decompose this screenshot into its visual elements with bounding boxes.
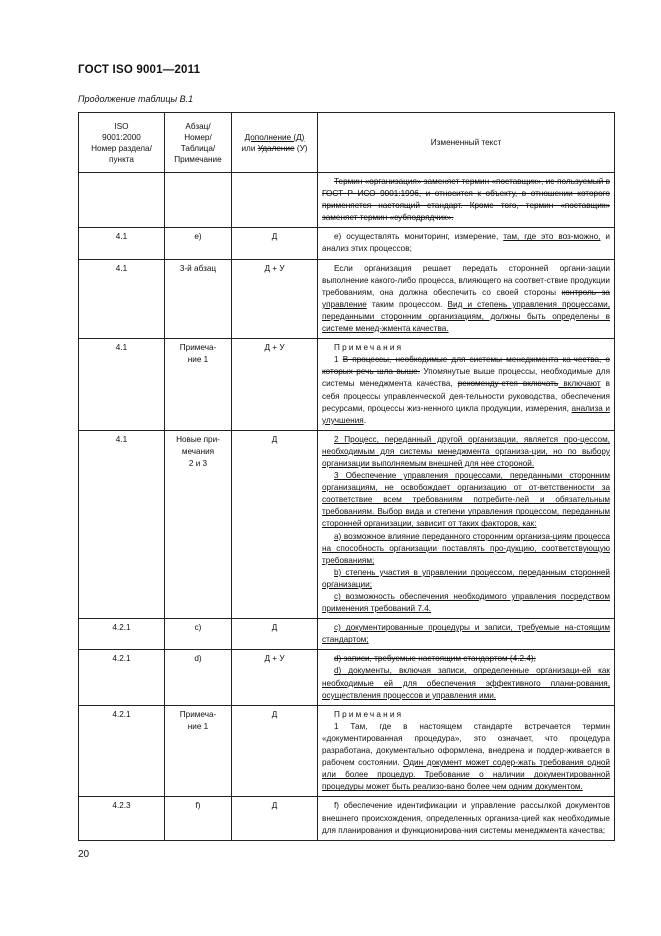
comparison-table: [78, 112, 615, 841]
changed-text-cell: с) документированные процедуры и записи, требуемые на-стоящим стандартом;: [318, 619, 615, 650]
changed-text-cell: f) обеспечение идентификации и управление рассылкой документов внешнего происхождения, определенных организа-цией как необходимые для планирования и функционирова-ния системы менеджмента качества;: [318, 797, 615, 840]
table-row: 4.1 3-й абзац Д + У Если организация решает передать сторонней органи-зации выполнение какого-либо процесса, влияющего на соответ-ствие продукции требованиям, она должна обеспечить со своей стороны контроль за управление таким процессом. Вид и степень управления процессами, переданными сторонним организациям, должны быть определены в системе менед-жмента качества.: [79, 259, 615, 339]
table-row: 4.1 Примеча- ние 1 Д + У Примечания 1 В процессы, необходимые для системы менеджмента ка-чества, о которых речь шла выше. Упомянутые выше процессы, необходимые для системы менеджмента качества, рекоменду-ется включать включают в себя процессы управленческой дея-тельности руководства, обеспечения ресурсами, процессы жиз-ненного цикла продукции, измерения, анализа и улучшения.: [79, 339, 615, 431]
table-row: 4.2.3 f) Д f) обеспечение идентификации и управление рассылкой документов внешнего происхождения, определенных организа-цией как необходимые для планирования и функционирова-ния системы менеджмента качества;: [79, 797, 615, 840]
header-iso-clause: ISO 9001:2000 Номер раздела/ пункта: [79, 113, 165, 173]
changed-text-cell: d) записи, требуемые настоящим стандартом (4.2.4); d) документы, включая записи, определенные организаци-ей как необходимые ей для обеспечения эффективного плани-рования, осуществления процессов и управления ими.: [318, 650, 615, 705]
changed-text-cell: 2 Процесс, переданный другой организации, является про-цессом, необходимым для системы менеджмента организа-ции, но по выбору организации выполняемым внешней для нее стороной. 3 Обеспечение управления процессами, переданными сторонним организациям, не освобождает организацию от от-ветственности за соответствие всем требованиям потребите-лей и обязательным требованиям. Выбор вида и степени управления процессом, переданным сторонней организации, зависит от таких факторов, как: а) возможное влияние переданного сторонним организа-циям процесса на способность организации поставлять про-дукцию, соответствующую требованиям; b) степень участия в управлении процессом, переданным сторонней организации; с) возможность обеспечения необходимого управления посредством применения требований 7.4.: [318, 430, 615, 618]
header-change-type: Дополнение (Д) или Удаление (У): [232, 113, 318, 173]
table-continuation-caption: Продолжение таблицы В.1: [78, 94, 194, 104]
changed-text-cell: Примечания 1 В процессы, необходимые для системы менеджмента ка-чества, о которых речь шла выше. Упомянутые выше процессы, необходимые для системы менеджмента качества, рекоменду-ется включать включают в себя процессы управленческой дея-тельности руководства, обеспечения ресурсами, процессы жиз-ненного цикла продукции, измерения, анализа и улучшения.: [318, 339, 615, 431]
header-paragraph: Абзац/ Номер/ Таблица/ Примечание: [165, 113, 232, 173]
table-row: [79, 173, 615, 228]
changed-text-cell: Если организация решает передать сторонней органи-зации выполнение какого-либо процесса, влияющего на соответ-ствие продукции требованиям, она должна обеспечить со своей стороны контроль за управление таким процессом. Вид и степень управления процессами, переданными сторонним организациям, должны быть определены в системе менед-жмента качества.: [318, 259, 615, 339]
table-row: 4.2.1 Примеча- ние 1 Д Примечания 1 Там, где в настоящем стандарте встречается термин «документированная процедура», это означает, что процедура разработана, документально оформлена, внедрена и поддер-живается в рабочем состоянии. Один документ может содер-жать требования одной или более процедур. Требование о наличии документированной процедуры может быть реализо-вано более чем одним документом.: [79, 705, 615, 797]
table-row: 4.1 е) Д е) осуществлять мониторинг, измерение, там, где это воз-можно, и анализ этих процессов;: [79, 228, 615, 259]
table-row: 4.2.1 с) Д с) документированные процедуры и записи, требуемые на-стоящим стандартом;: [79, 619, 615, 650]
changed-text-cell: Примечания 1 Там, где в настоящем стандарте встречается термин «документированная процедура», это означает, что процедура разработана, документально оформлена, внедрена и поддер-живается в рабочем состоянии. Один документ может содер-жать требования одной или более процедур. Требование о наличии документированной процедуры может быть реализо-вано более чем одним документом.: [318, 705, 615, 797]
changed-text-cell: Термин «организация» заменяет термин «поставщик», ис-пользуемый в ГОСТ Р ИСО 9001:1996, и относится к объекту, в отношении которого применяется настоящий стандарт. Кроме того, термин «поставщик» заменяет термин «субподрядчик».: [318, 173, 615, 228]
table-row: 4.1 Новые при- мечания 2 и 3 Д 2 Процесс, переданный другой организации, является про-цессом, необходимым для системы менеджмента организа-ции, но по выбору организации выполняемым внешней для нее стороной. 3 Обеспечение управления процессами, переданными сторонним организациям, не освобождает организацию от от-ветственности за соответствие всем требованиям потребите-лей и обязательным требованиям. Выбор вида и степени управления процессом, переданным сторонней организации, зависит от таких факторов, как: а) возможное влияние переданного сторонним организа-циям процесса на способность организации поставлять про-дукцию, соответствующую требованиям; b) степень участия в управлении процессом, переданным сторонней организации; с) возможность обеспечения необходимого управления посредством применения требований 7.4.: [79, 430, 615, 618]
page-number: 20: [78, 849, 90, 860]
document-header: ГОСТ ISO 9001—2011: [78, 64, 201, 76]
changed-text-cell: е) осуществлять мониторинг, измерение, там, где это воз-можно, и анализ этих процессов;: [318, 228, 615, 259]
table-header-row: [79, 113, 615, 173]
table-row: 4.2.1 d) Д + У d) записи, требуемые настоящим стандартом (4.2.4); d) документы, включая записи, определенные организаци-ей как необходимые ей для обеспечения эффективного плани-рования, осуществления процессов и управления ими.: [79, 650, 615, 705]
header-changed-text: Измененный текст: [318, 113, 615, 173]
